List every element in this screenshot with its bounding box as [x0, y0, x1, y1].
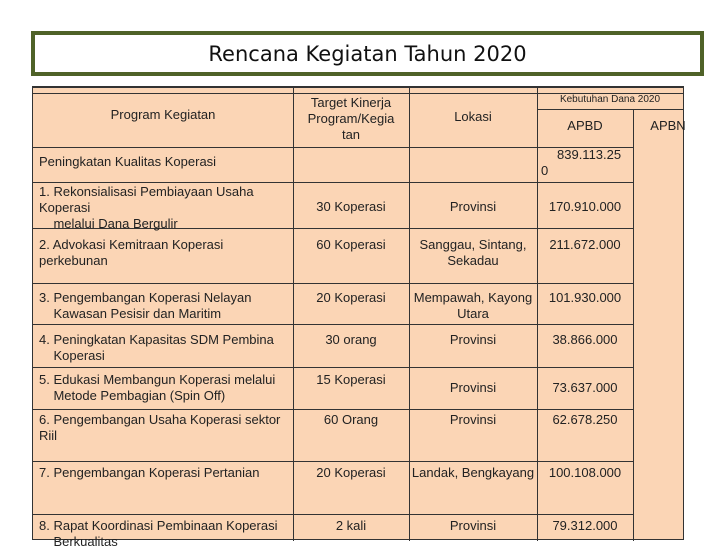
main-program-label: Peningkatan Kualitas Koperasi: [39, 154, 217, 169]
grid-line: [33, 87, 683, 88]
row-program: 4. Peningkatan Kapasitas SDM Pembina Koperasi: [39, 332, 274, 363]
row-program: 1. Rekonsialisasi Pembiayaan Usaha Koperasi melalui Dana Bergulir: [39, 184, 254, 231]
row-apbd: 101.930.000: [548, 290, 622, 305]
row-apbd: 62.678.250: [552, 412, 618, 427]
grid-line: [33, 409, 633, 410]
row-target: 30 orang: [325, 332, 377, 347]
row-target: 20 Koperasi: [316, 290, 386, 305]
row-lokasi: Provinsi: [449, 380, 497, 395]
header-apbd: APBD: [567, 118, 603, 133]
main-program-apbd-suffix: 0: [541, 163, 549, 178]
grid-line: [537, 109, 683, 110]
page-title: Rencana Kegiatan Tahun 2020: [35, 35, 700, 72]
grid-line: [33, 283, 633, 284]
grid-line: [33, 324, 633, 325]
row-target: 60 Koperasi: [316, 237, 386, 252]
row-lokasi: Landak, Bengkayang: [411, 465, 535, 480]
row-program: 2. Advokasi Kemitraan Koperasi perkebunan: [39, 237, 227, 268]
row-lokasi: Mempawah, Kayong Utara: [413, 290, 536, 321]
row-target: 20 Koperasi: [316, 465, 386, 480]
header-kebutuhan-dana: Kebutuhan Dana 2020: [559, 94, 661, 105]
row-lokasi: Provinsi: [449, 332, 497, 347]
row-program: 6. Pengembangan Usaha Koperasi sektor Riil: [39, 412, 285, 443]
header-apbn: APBN: [650, 118, 686, 133]
row-apbd: 100.108.000: [548, 465, 622, 480]
grid-line: [33, 514, 633, 515]
row-lokasi: Sanggau, Sintang, Sekadau: [419, 237, 531, 268]
row-lokasi: Provinsi: [449, 412, 497, 427]
row-apbd: 170.910.000: [548, 199, 622, 214]
row-target: 15 Koperasi: [316, 372, 386, 387]
title-frame: [31, 31, 704, 76]
row-apbd: 79.312.000: [552, 518, 618, 533]
grid-line: [633, 109, 634, 541]
row-target: 60 Orang: [323, 412, 379, 427]
row-apbd: 73.637.000: [552, 380, 618, 395]
grid-line: [33, 367, 633, 368]
row-program: 3. Pengembangan Koperasi Nelayan Kawasan Pesisir dan Maritim: [39, 290, 252, 321]
row-program: 7. Pengembangan Koperasi Pertanian: [39, 465, 260, 480]
row-lokasi: Provinsi: [449, 518, 497, 533]
header-lokasi: Lokasi: [454, 109, 492, 124]
row-target: 30 Koperasi: [316, 199, 386, 214]
header-program: Program Kegiatan: [110, 107, 216, 122]
row-apbd: 38.866.000: [552, 332, 618, 347]
row-apbd: 211.672.000: [549, 237, 621, 252]
row-program: 8. Rapat Koordinasi Pembinaan Koperasi Berkualitas: [39, 518, 278, 549]
main-program-apbd: 839.113.25: [557, 147, 622, 162]
header-target: Target Kinerja Program/Kegia tan: [307, 95, 395, 142]
grid-line: [33, 147, 633, 148]
grid-line: [33, 461, 633, 462]
row-lokasi: Provinsi: [449, 199, 497, 214]
row-program: 5. Edukasi Membangun Koperasi melalui Metode Pembagian (Spin Off): [39, 372, 276, 403]
budget-table: [32, 86, 686, 549]
grid-line: [33, 182, 633, 183]
row-target: 2 kali: [335, 518, 367, 533]
